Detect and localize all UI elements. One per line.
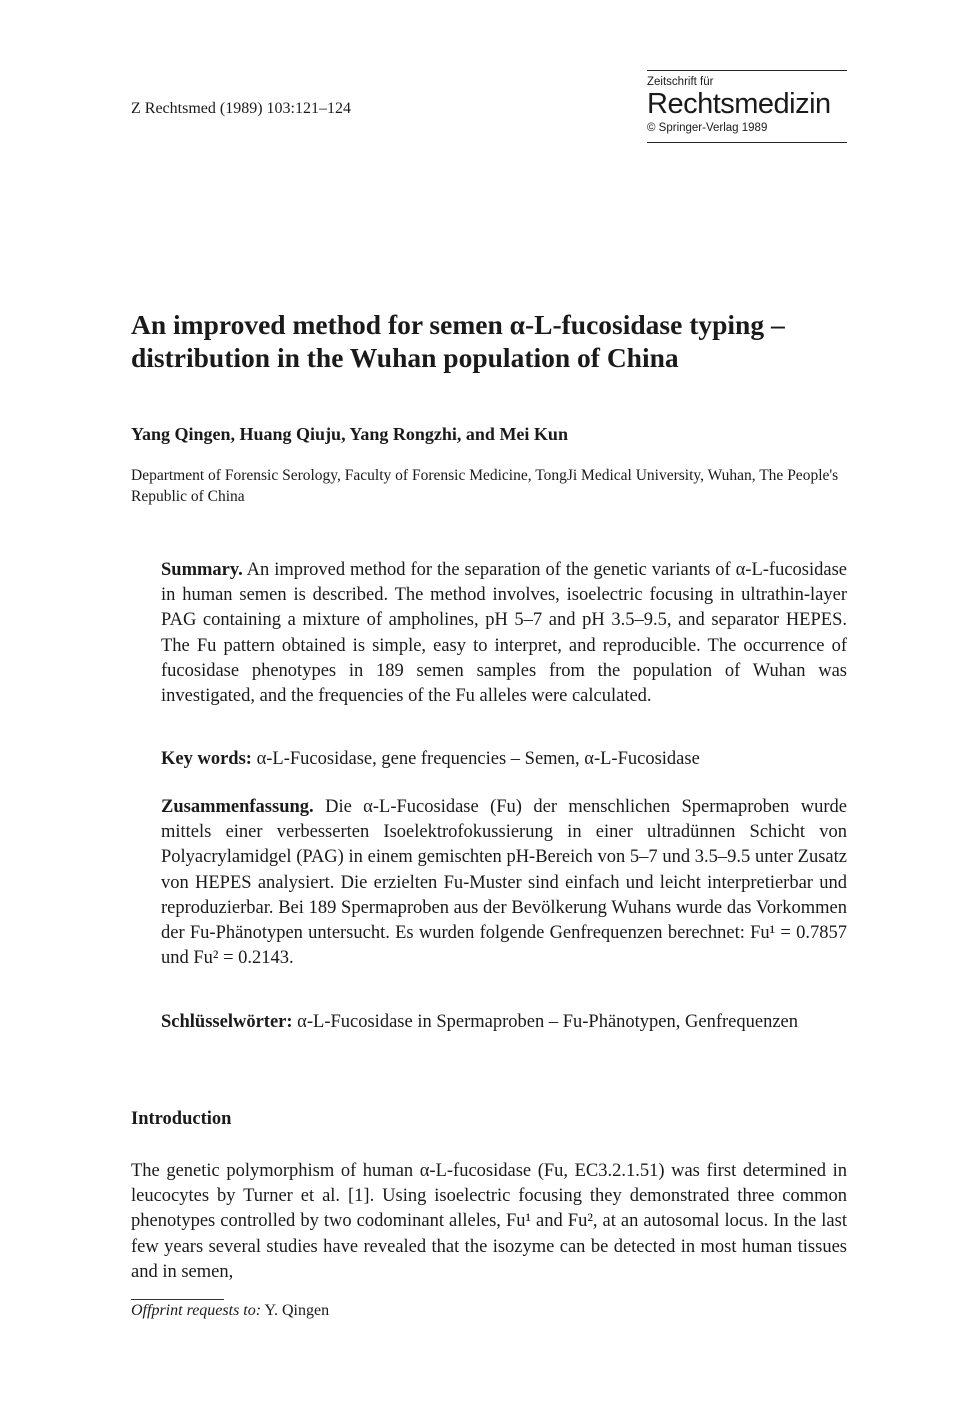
summary-label: Summary. (161, 560, 243, 580)
masthead-top-rule (647, 70, 847, 71)
zusammenfassung-label: Zusammenfassung. (161, 797, 314, 817)
summary-paragraph (161, 558, 847, 709)
footnote-label: Offprint requests to: (131, 1302, 262, 1319)
zusammenfassung-paragraph (161, 795, 847, 971)
schluesselwoerter-paragraph (161, 1010, 847, 1035)
journal-copyright: © Springer-Verlag 1989 (647, 122, 768, 134)
key-words-paragraph (161, 747, 847, 772)
schluesselwoerter-text: α-L-Fucosidase in Spermaproben – Fu-Phänotypen, Genfrequenzen (297, 1012, 799, 1032)
introduction-heading: Introduction (131, 1109, 232, 1129)
masthead-bottom-rule (647, 142, 847, 143)
footnote-text: Y. Qingen (264, 1302, 330, 1319)
footnote (131, 1302, 329, 1320)
journal-masthead (647, 70, 847, 143)
key-words-text: α-L-Fucosidase, gene frequencies – Semen, α-L-Fucosidase (256, 749, 700, 769)
article-authors: Yang Qingen, Huang Qiuju, Yang Rongzhi, and Mei Kun (131, 424, 568, 444)
author-affiliation: Department of Forensic Serology, Faculty of Forensic Medicine, TongJi Medical University, Wuhan, The People's Republic of China (131, 467, 839, 505)
footnote-rule (131, 1299, 224, 1300)
introduction-text: The genetic polymorphism of human α-L-fucosidase (Fu, EC3.2.1.51) was first determined in leucocytes by Turner et al. [1]. Using isoelectric focusing they demonstrated three common phenotypes controlled by two codominant alleles, Fu¹ and Fu², at an autosomal locus. In the last few years several studies have revealed that the isozyme can be detected in most human tissues and in semen, (131, 1161, 847, 1282)
key-words-label: Key words: (161, 749, 252, 769)
article-title: An improved method for semen α-L-fucosidase typing – distribution in the Wuhan population of China (131, 309, 785, 373)
journal-name: Rechtsmedizin (647, 88, 831, 120)
summary-text: An improved method for the separation of the genetic variants of α-L-fucosidase in human semen is described. The method involves, isoelectric focusing in ultrathin-layer PAG containing a mixture of ampholines, pH 5–7 and pH 3.5–9.5, and separator HEPES. The Fu pattern obtained is simple, easy to interpret, and reproducible. The occurrence of fucosidase phenotypes in 189 semen samples from the population of Wuhan was investigated, and the frequencies of the Fu alleles were calculated. (161, 560, 847, 707)
journal-prefix: Zeitschrift für (647, 76, 714, 88)
schluesselwoerter-label: Schlüsselwörter: (161, 1012, 293, 1032)
journal-citation: Z Rechtsmed (1989) 103:121–124 (131, 100, 351, 117)
zusammenfassung-text: Die α-L-Fucosidase (Fu) der menschlichen Spermaproben wurde mittels einer verbesserten Isoelektrofokussierung in einer ultradünnen Schicht von Polyacrylamidgel (PAG) in einem gemischten pH-Bereich von 5–7 und 3.5–9.5 unter Zusatz von HEPES analysiert. Die erzielten Fu-Muster sind einfach und leicht interpretierbar und reproduzierbar. Bei 189 Spermaproben aus der Bevölkerung Wuhans wurde das Vorkommen der Fu-Phänotypen untersucht. Es wurden folgende Genfrequenzen berechnet: Fu¹ = 0.7857 und Fu² = 0.2143. (161, 797, 847, 969)
